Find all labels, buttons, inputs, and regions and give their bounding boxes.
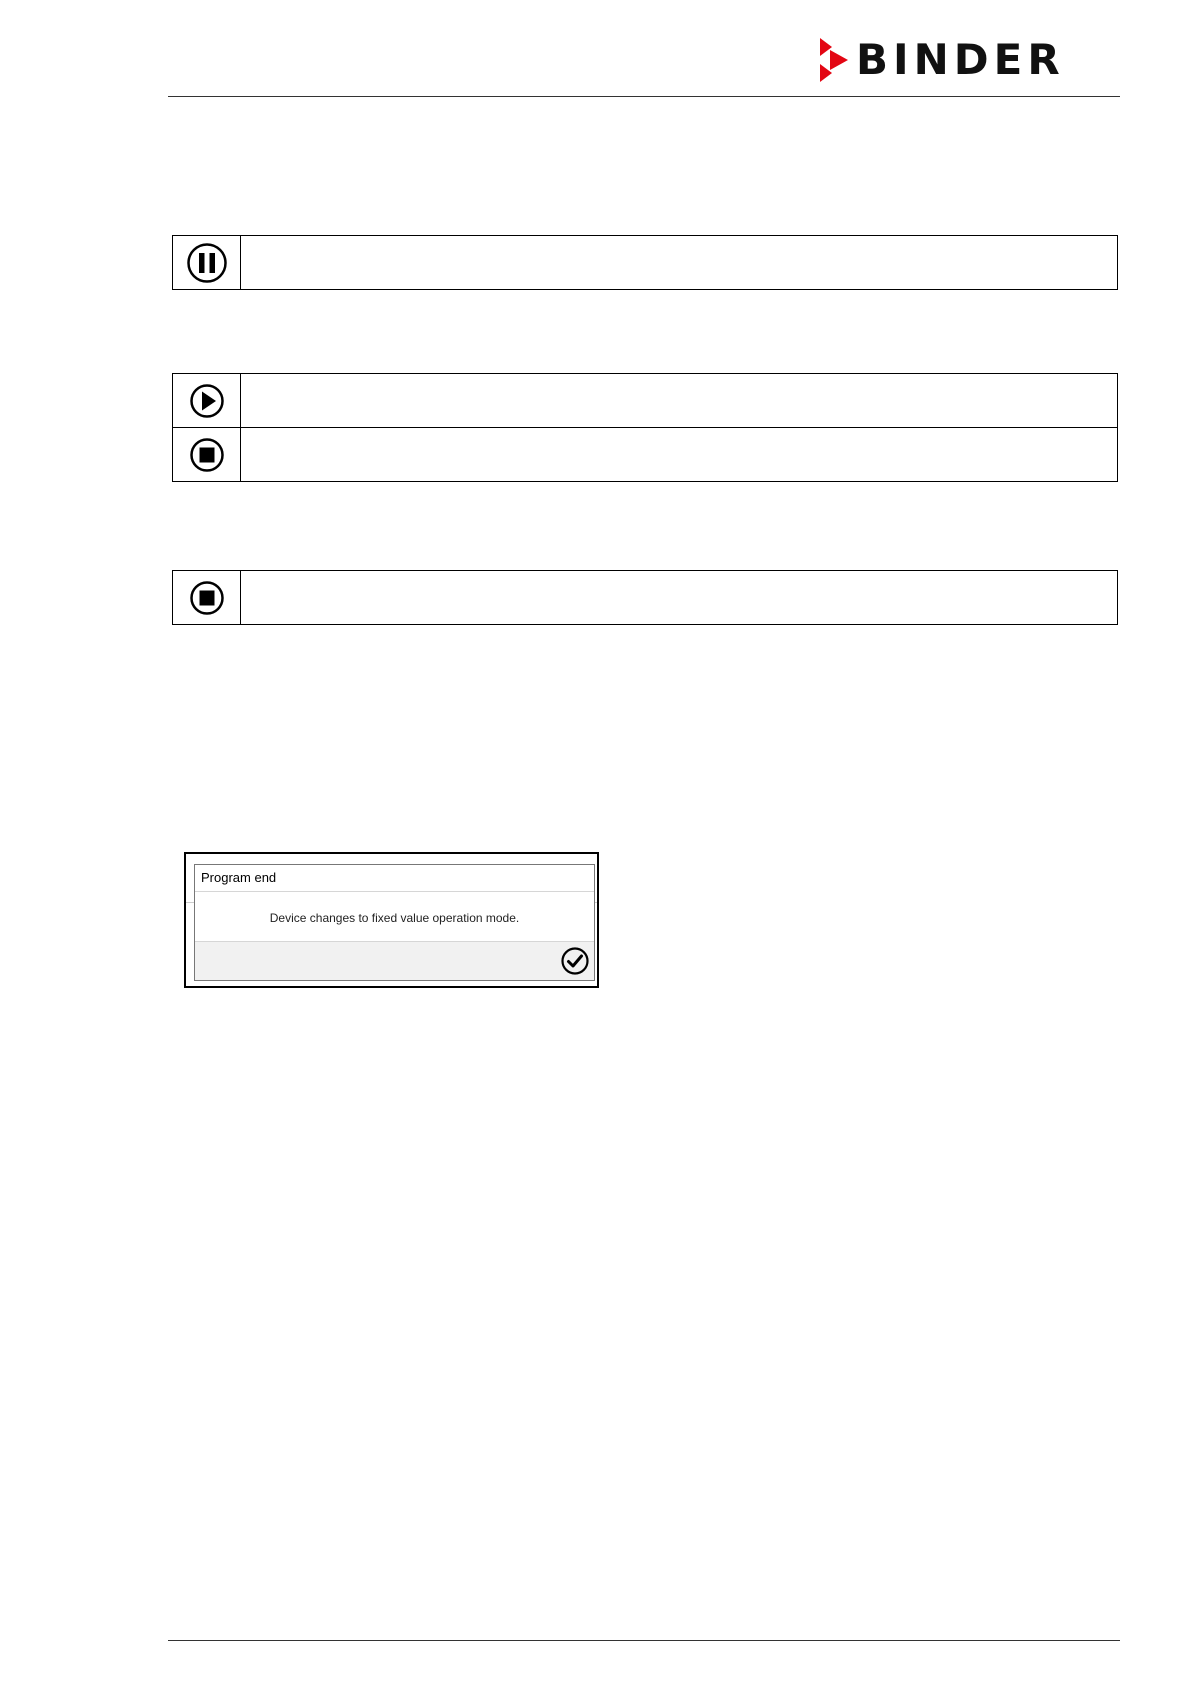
table-row	[173, 236, 1118, 290]
icon-cell	[173, 428, 241, 482]
dialog-message: Device changes to fixed value operation mode.	[269, 911, 520, 925]
header-rule	[168, 96, 1120, 97]
description-cell	[241, 236, 1118, 290]
checkmark-icon	[560, 946, 590, 976]
play-stop-icon-table	[172, 373, 1118, 482]
pause-icon	[186, 242, 228, 284]
icon-cell	[173, 571, 241, 625]
dialog-screenshot-frame	[184, 852, 599, 988]
dialog-title: Program end	[195, 865, 594, 892]
description-cell	[241, 428, 1118, 482]
stop-icon	[189, 437, 225, 473]
description-cell	[241, 374, 1118, 428]
binder-logo-mark-icon	[820, 38, 850, 82]
stop-icon	[189, 580, 225, 616]
icon-cell	[173, 236, 241, 290]
binder-logo	[820, 35, 1065, 84]
confirm-button[interactable]	[560, 946, 590, 976]
icon-cell	[173, 374, 241, 428]
description-cell	[241, 571, 1118, 625]
play-icon	[189, 383, 225, 419]
table-row	[173, 428, 1118, 482]
dialog-footer	[195, 941, 594, 980]
table-row	[173, 374, 1118, 428]
pause-icon-table	[172, 235, 1118, 290]
stop-icon-table	[172, 570, 1118, 625]
logo-text: BINDER	[856, 35, 1065, 84]
table-row	[173, 571, 1118, 625]
footer-rule	[168, 1640, 1120, 1641]
program-end-dialog	[194, 864, 595, 981]
